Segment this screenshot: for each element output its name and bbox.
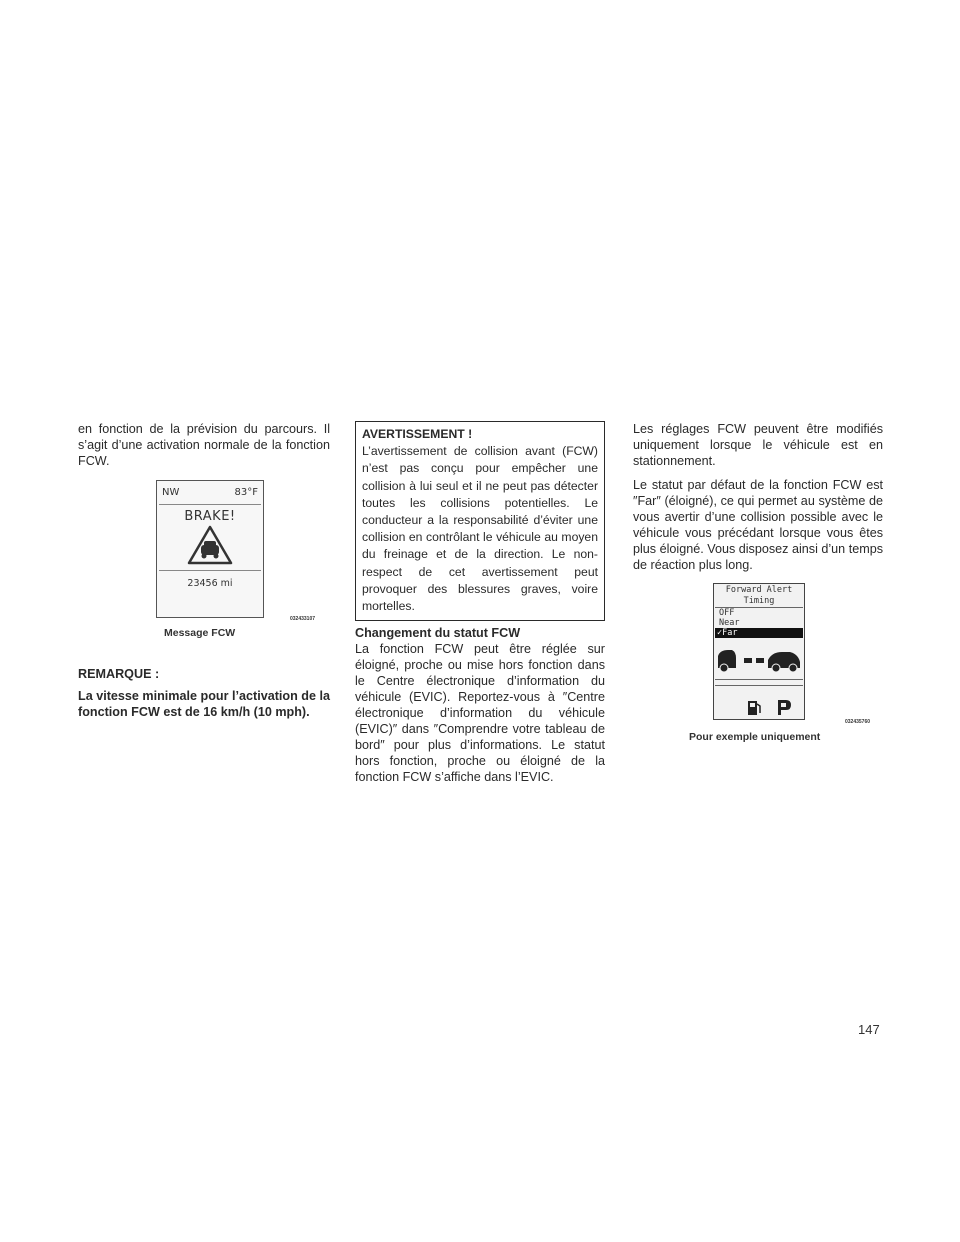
divider — [715, 679, 803, 680]
warning-title: AVERTISSEMENT ! — [362, 427, 473, 441]
warning-text: L’avertissement de collision avant (FCW) n’est pas conçu pour empêcher une collision à lui seul et il ne peut pas détecter toutes les collisions potentielles. Le conducteur a la responsabilité d’éviter une collision en contrôlant le véhicule au moyen du freinage et de la direction. Le non-respect de cet avertissement peut provoquer des blessures graves, voire mortelles. — [362, 444, 598, 614]
column-left — [78, 421, 330, 720]
parking-icon — [778, 700, 791, 715]
option-near: Near — [719, 617, 740, 628]
collision-warning-icon — [187, 525, 233, 565]
section-heading: Changement du statut FCW — [355, 626, 521, 641]
fuel-pump-icon — [748, 701, 760, 715]
column-middle — [355, 421, 605, 785]
evic-display-screen — [713, 583, 805, 720]
warning-box — [355, 421, 605, 621]
fcw-message-figure — [78, 480, 330, 666]
divider — [159, 504, 261, 505]
option-far-selected: ✓Far — [715, 628, 803, 638]
brake-message: BRAKE! — [184, 509, 236, 524]
column-right — [633, 421, 883, 748]
intro-paragraph: en fonction de la prévision du parcours. Il s’agit d’une activation normale de la fonction FCW. — [78, 422, 330, 468]
temperature-readout: 83°F — [234, 487, 258, 498]
following-distance-icon — [716, 644, 802, 674]
remark-label: REMARQUE : — [78, 667, 160, 681]
compass-heading: NW — [162, 487, 180, 498]
divider — [159, 570, 261, 571]
figure-code: 032433107 — [290, 616, 316, 622]
remark-text: La vitesse minimale pour l’activation de la fonction FCW est de 16 km/h (10 mph). — [78, 689, 330, 719]
fcw-display-screen — [156, 480, 264, 618]
forward-alert-figure — [633, 583, 883, 748]
screen-title-line2: Timing — [743, 596, 775, 606]
section-paragraph: La fonction FCW peut être réglée sur éloigné, proche ou mise hors fonction dans le Centre électronique d’information du véhicule (EVIC). Reportez-vous à ″Centre électronique d’information du véhicule (EVIC)″ dans ″Comprendre votre tableau de bord″ pour plus d’informations. Le statut hors fonction, proche ou éloigné de la fonction FCW s’affiche dans l’EVIC. — [355, 642, 605, 785]
paragraph-settings: Les réglages FCW peuvent être modifiés uniquement lorsque le véhicule est en stationnement. — [633, 422, 883, 468]
status-icons — [744, 698, 800, 716]
option-off: OFF — [719, 608, 735, 618]
paragraph-default-status: Le statut par défaut de la fonction FCW est ″Far″ (éloigné), ce qui permet au système de vous avertir d’une collision possible avec le véhicule vous précédant lorsque vous êtes plus éloigné. Vous disposez ainsi d’un temps de réaction plus long. — [633, 478, 883, 572]
figure-caption: Message FCW — [164, 627, 236, 639]
figure-caption: Pour exemple uniquement — [689, 731, 821, 743]
figure-code: 032435760 — [845, 719, 871, 725]
odometer-readout: 23456 mi — [187, 578, 233, 589]
page-number: 147 — [858, 1022, 880, 1037]
divider — [715, 685, 803, 686]
screen-title-line1: Forward Alert — [725, 585, 793, 595]
